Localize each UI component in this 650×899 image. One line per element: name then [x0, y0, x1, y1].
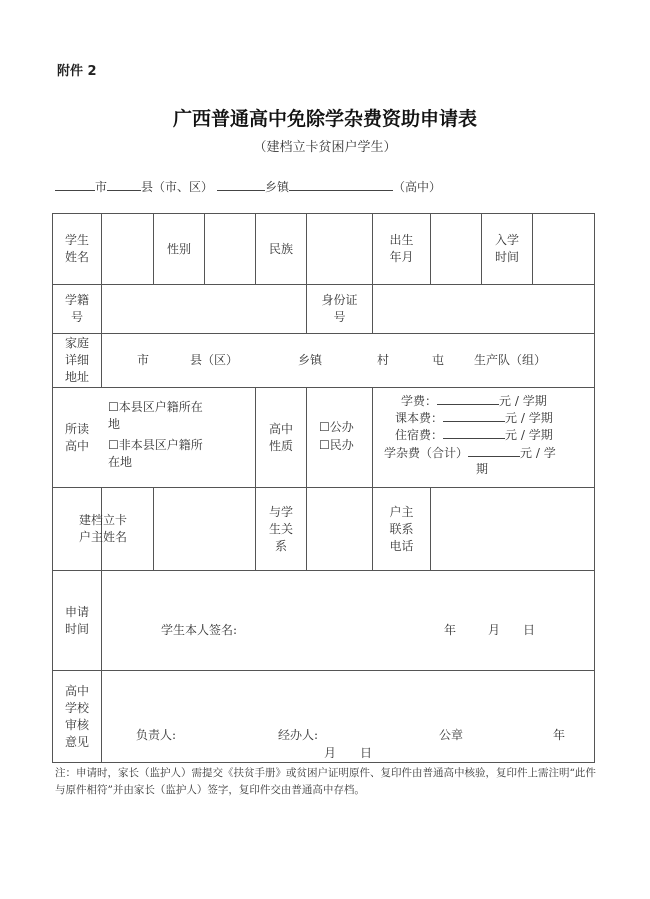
addr-team: 生产队（组） [474, 353, 547, 367]
id-card-label: 身份证 号 [321, 293, 358, 324]
total-unit: 元 / 学 [520, 446, 556, 460]
birth-label: 出生 年月 [389, 233, 414, 264]
county-label: 县（市、区） [141, 180, 214, 194]
total-row [384, 444, 556, 462]
lodging-unit: 元 / 学期 [505, 428, 553, 442]
total-label: 学杂费（合计） [384, 446, 469, 460]
review-area[interactable] [102, 671, 594, 762]
tuition-row [401, 392, 547, 410]
handler-label: 经办人: [278, 728, 319, 742]
address-label: 家庭 详细 地址 [64, 336, 89, 384]
school-type-label: 高中 性质 [268, 421, 293, 453]
addr-county: 县（区） [190, 353, 239, 367]
location-line [55, 178, 441, 195]
gender-label: 性别 [166, 241, 191, 256]
city-label: 市 [95, 180, 108, 194]
sign-day: 日 [523, 623, 536, 637]
id-card-field[interactable] [373, 285, 594, 333]
town-label: 乡镇 [265, 180, 290, 194]
ethnicity-label: 民族 [268, 241, 293, 256]
student-name-label: 学生 姓名 [64, 233, 89, 264]
public-checkbox[interactable]: ☐公办 [319, 420, 354, 434]
addr-hamlet: 屯 [432, 353, 445, 367]
review-month: 月 [324, 746, 337, 760]
county-blank[interactable] [107, 178, 141, 191]
leader-label: 负责人: [136, 728, 177, 742]
addr-town: 乡镇 [298, 353, 323, 367]
lodging-label: 住宿费： [395, 428, 444, 442]
student-name-field[interactable] [102, 214, 153, 284]
student-sign-area[interactable] [102, 571, 594, 670]
application-form [52, 213, 595, 763]
student-id-label: 学籍 号 [64, 293, 89, 324]
birth-field[interactable] [431, 214, 481, 284]
school-label: 所读 高中 [64, 421, 89, 453]
private-checkbox[interactable]: ☐民办 [319, 438, 354, 452]
enroll-field[interactable] [533, 214, 594, 284]
review-label: 高中 学校 审核 意见 [64, 683, 89, 749]
review-day: 日 [360, 746, 373, 760]
textbook-label: 课本费： [395, 411, 444, 425]
attachment-label: 附件 2 [57, 64, 97, 79]
textbook-blank[interactable] [443, 409, 505, 422]
relation-field[interactable] [307, 488, 372, 570]
town-blank[interactable] [217, 178, 265, 191]
lodging-row [395, 426, 553, 444]
school-blank[interactable] [289, 178, 393, 191]
phone-label: 户主 联系 电话 [389, 504, 414, 553]
sign-year: 年 [444, 623, 457, 637]
grid-line [52, 762, 595, 763]
address-field[interactable] [102, 334, 594, 387]
lodging-blank[interactable] [443, 426, 505, 439]
gender-field[interactable] [205, 214, 255, 284]
sign-month: 月 [488, 623, 501, 637]
seal-label: 公章 [439, 728, 464, 742]
local-hukou-checkbox[interactable]: ☐本县区户籍所在 地 [108, 400, 203, 431]
student-id-field[interactable] [102, 285, 306, 333]
nonlocal-hukou-checkbox[interactable]: ☐非本县区户籍所 在地 [108, 438, 203, 469]
tuition-label: 学费： [401, 394, 438, 408]
addr-city: 市 [137, 353, 150, 367]
textbook-row [395, 409, 553, 427]
textbook-unit: 元 / 学期 [505, 411, 553, 425]
grid-line [594, 213, 595, 763]
school-type-options [307, 388, 372, 487]
householder-label: 建档立卡 户主姓名 [78, 513, 127, 544]
review-year: 年 [553, 728, 566, 742]
school-label: （高中） [393, 180, 442, 194]
relation-label: 与学 生关 系 [268, 504, 293, 553]
footnote: 注：申请时，家长（监护人）需提交《扶贫手册》或贫困户证明原件、复印件由普通高中核验，复印件上需注明“此件与原件相符”并由家长（监护人）签字，复印件交由普通高中存档。 [55, 767, 596, 796]
tuition-unit: 元 / 学期 [499, 394, 547, 408]
phone-field[interactable] [431, 488, 594, 570]
apply-time-label: 申请 时间 [64, 604, 89, 636]
ethnicity-field[interactable] [307, 214, 372, 284]
form-title: 广西普通高中免除学杂费资助申请表 [172, 108, 477, 130]
total-unit-wrap: 期 [476, 462, 489, 476]
enroll-label: 入学 时间 [494, 233, 519, 264]
hukou-options [102, 388, 255, 487]
addr-village: 村 [377, 353, 390, 367]
student-sign-label: 学生本人签名: [161, 623, 238, 637]
form-subtitle: （建档立卡贫困户学生） [253, 140, 397, 155]
total-blank[interactable] [468, 444, 520, 457]
householder-field[interactable] [154, 488, 255, 570]
tuition-blank[interactable] [437, 392, 499, 405]
city-blank[interactable] [55, 178, 95, 191]
fee-block [373, 388, 594, 487]
